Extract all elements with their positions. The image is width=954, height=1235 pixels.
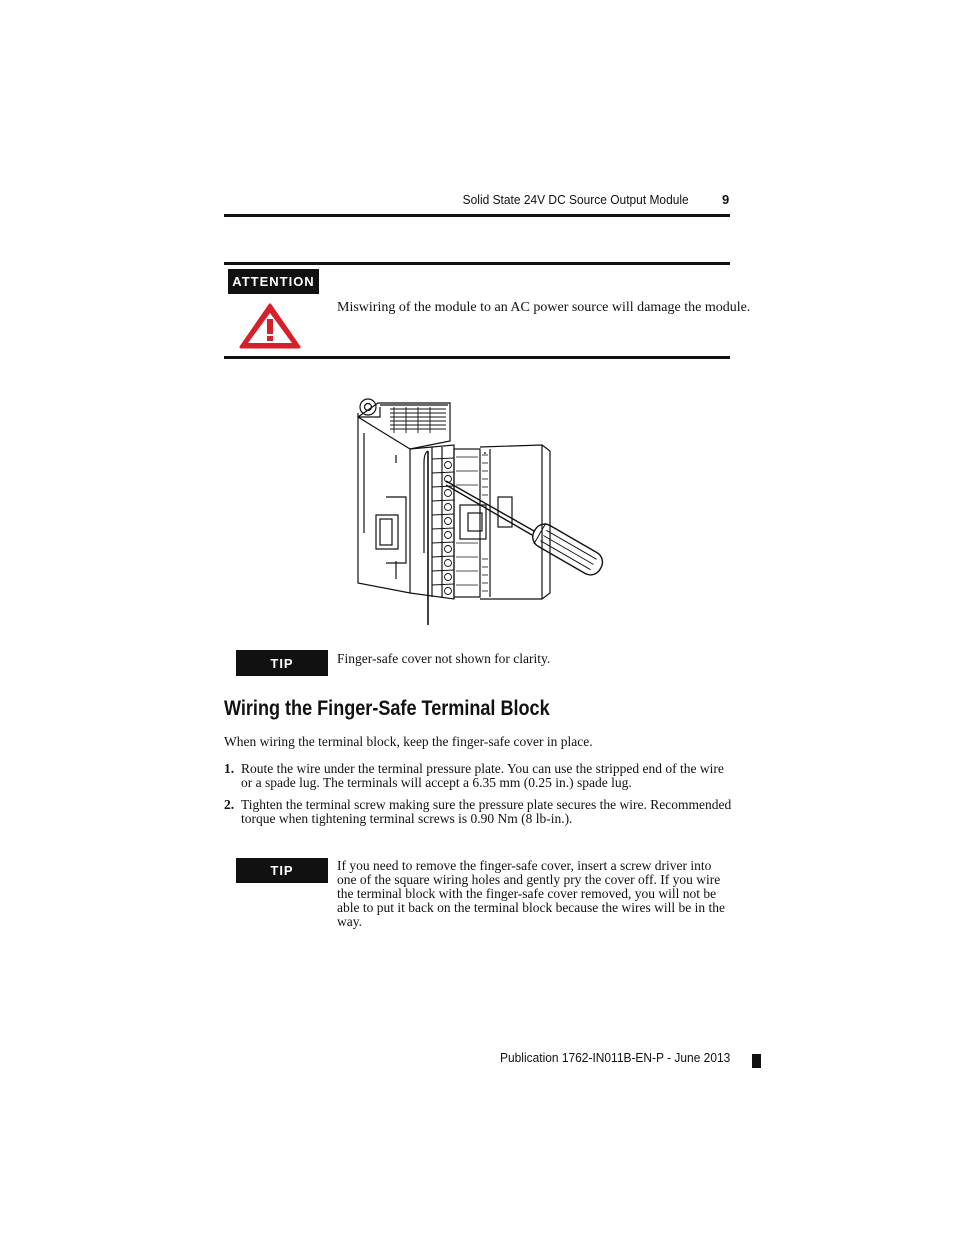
warning-triangle-icon	[238, 302, 302, 355]
attention-bottom-rule	[224, 356, 730, 359]
page-number: 9	[722, 192, 730, 207]
tip-label: TIP	[236, 858, 328, 883]
tip-label: TIP	[236, 650, 328, 676]
header-rule	[224, 214, 730, 217]
step-text: Tighten the terminal screw making sure the pressure plate secures the wire. Recommended torque when tightening terminal screws is 0.90 Nm (8 lb-in.).	[241, 797, 732, 826]
step-number: 2.	[224, 797, 235, 812]
step-text: Route the wire under the terminal pressure plate. You can use the stripped end of the wire or a spade lug. The terminals will accept a 6.35 mm (0.25 in.) spade lug.	[241, 761, 724, 790]
publication-footer: Publication 1762-IN011B-EN-P - June 2013	[499, 1050, 730, 1065]
attention-top-rule	[224, 262, 730, 265]
running-header-title: Solid State 24V DC Source Output Module	[462, 192, 689, 207]
page-edge-marker	[752, 1054, 761, 1068]
section-heading: Wiring the Finger-Safe Terminal Block	[224, 697, 550, 720]
section-intro: When wiring the terminal block, keep the finger-safe cover in place.	[224, 734, 593, 749]
terminal-block-illustration	[350, 393, 610, 634]
tip-text: If you need to remove the finger-safe cover, insert a screw driver into one of the square wiring holes and gently pry the cover off. If you wire the terminal block with the finger-safe cover removed, you will not be able to put it back on the terminal block because the wires will be in the way.	[337, 858, 726, 929]
tip-text: Finger-safe cover not shown for clarity.	[337, 651, 551, 666]
attention-text: Miswiring of the module to an AC power source will damage the module.	[337, 300, 751, 315]
attention-label: ATTENTION	[228, 269, 319, 294]
step-number: 1.	[224, 761, 235, 776]
